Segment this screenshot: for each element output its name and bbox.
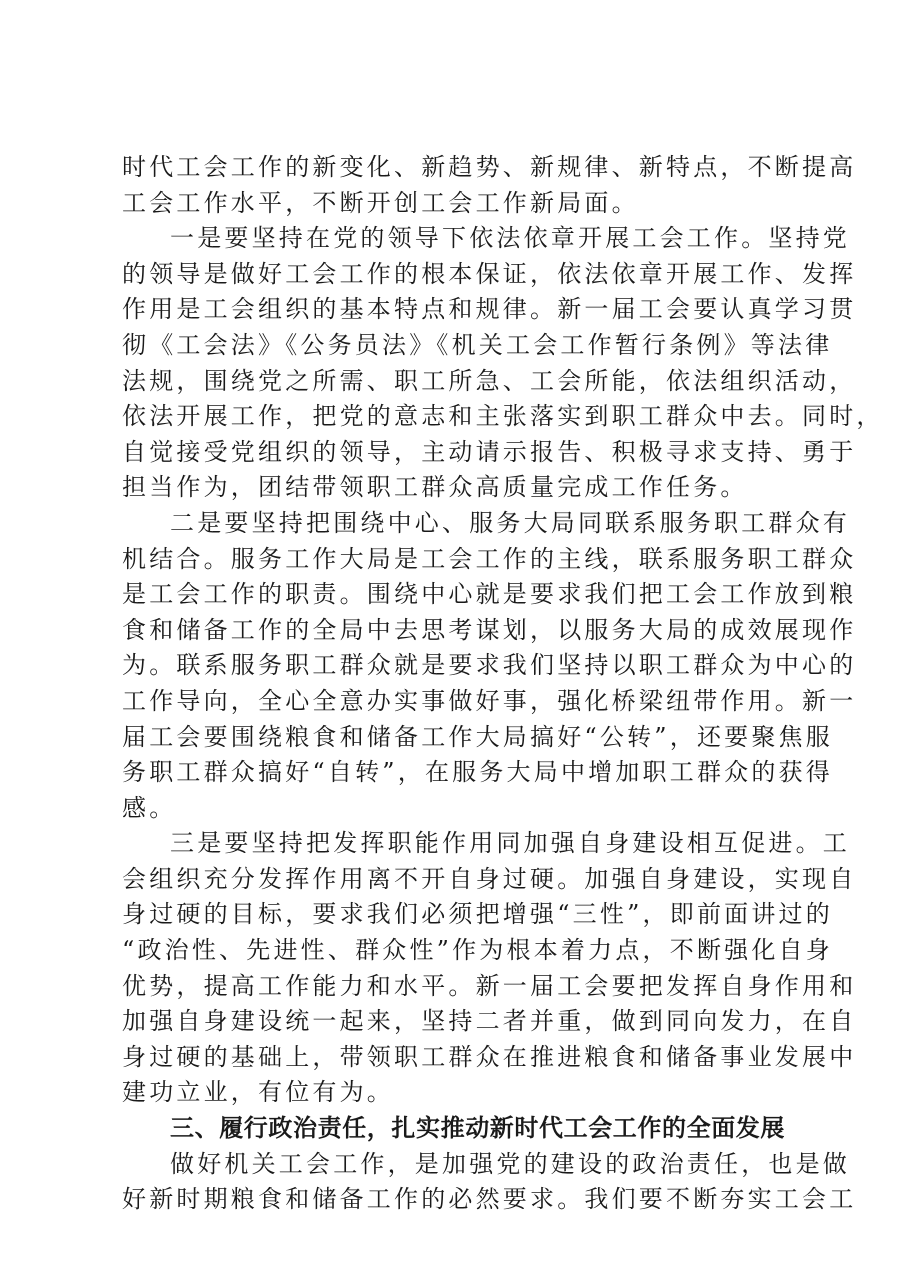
- text-line: 作用是工会组织的基本特点和规律。新一届工会要认真学习贯: [122, 295, 857, 324]
- text-line: 加强自身建设统一起来，坚持二者并重，做到同向发力，在自: [122, 1007, 857, 1036]
- text-line: 感。: [122, 793, 177, 822]
- text-line: 建功立业，有位有为。: [122, 1078, 394, 1107]
- text-line: 会组织充分发挥作用离不开自身过硬。加强自身建设，实现自: [122, 864, 857, 893]
- text-line: 时代工会工作的新变化、新趋势、新规律、新特点，不断提高: [122, 153, 857, 181]
- text-line: 身过硬的目标，要求我们必须把增强“三性”，即前面讲过的: [122, 900, 833, 929]
- text-line: 担当作为，团结带领职工群众高质量完成工作任务。: [122, 473, 748, 502]
- text-line: 是工会工作的职责。围绕中心就是要求我们把工会工作放到粮: [122, 580, 857, 609]
- text-line: 工会工作水平，不断开创工会工作新局面。: [122, 188, 639, 217]
- text-line: 优势，提高工作能力和水平。新一届工会要把发挥自身作用和: [122, 971, 857, 1000]
- text-line: 届工会要围绕粮食和储备工作大局搞好“公转”，还要聚焦服: [122, 722, 833, 751]
- paragraph-first-line: 一是要坚持在党的领导下依法依章开展工会工作。坚持党: [170, 224, 850, 253]
- paragraph-first-line: 三是要坚持把发挥职能作用同加强自身建设相互促进。工: [170, 829, 850, 858]
- text-line: 好新时期粮食和储备工作的必然要求。我们要不断夯实工会工: [122, 1185, 857, 1214]
- text-line: “政治性、先进性、群众性”作为根本着力点，不断强化自身: [122, 936, 833, 965]
- text-line: 机结合。服务工作大局是工会工作的主线，联系服务职工群众: [122, 544, 857, 573]
- body-text: [122, 150, 884, 1218]
- text-line: 为。联系服务职工群众就是要求我们坚持以职工群众为中心的: [122, 651, 857, 680]
- text-line: 自觉接受党组织的领导，主动请示报告、积极寻求支持、勇于: [122, 437, 857, 466]
- paragraph-first-line: 二是要坚持把围绕中心、服务大局同联系服务职工群众有: [170, 508, 850, 537]
- text-line: 工作导向，全心全意办实事做好事，强化桥梁纽带作用。新一: [122, 686, 857, 715]
- text-line: 的领导是做好工会工作的根本保证，依法依章开展工作、发挥: [122, 259, 857, 288]
- paragraph-first-line: 做好机关工会工作，是加强党的建设的政治责任，也是做: [170, 1149, 850, 1178]
- section-heading: 三、履行政治责任，扎实推动新时代工会工作的全面发展: [170, 1114, 785, 1143]
- text-line: 彻《工会法》《公务员法》《机关工会工作暂行条例》等法律: [122, 330, 833, 359]
- text-line: 身过硬的基础上，带领职工群众在推进粮食和储备事业发展中: [122, 1042, 857, 1071]
- text-line: 法规，围绕党之所需、职工所急、工会所能，依法组织活动，: [122, 366, 857, 395]
- text-line: 食和储备工作的全局中去思考谋划，以服务大局的成效展现作: [122, 615, 857, 644]
- text-line: 务职工群众搞好“自转”，在服务大局中增加职工群众的获得: [122, 758, 833, 787]
- text-line: 依法开展工作，把党的意志和主张落实到职工群众中去。同时，: [122, 402, 884, 431]
